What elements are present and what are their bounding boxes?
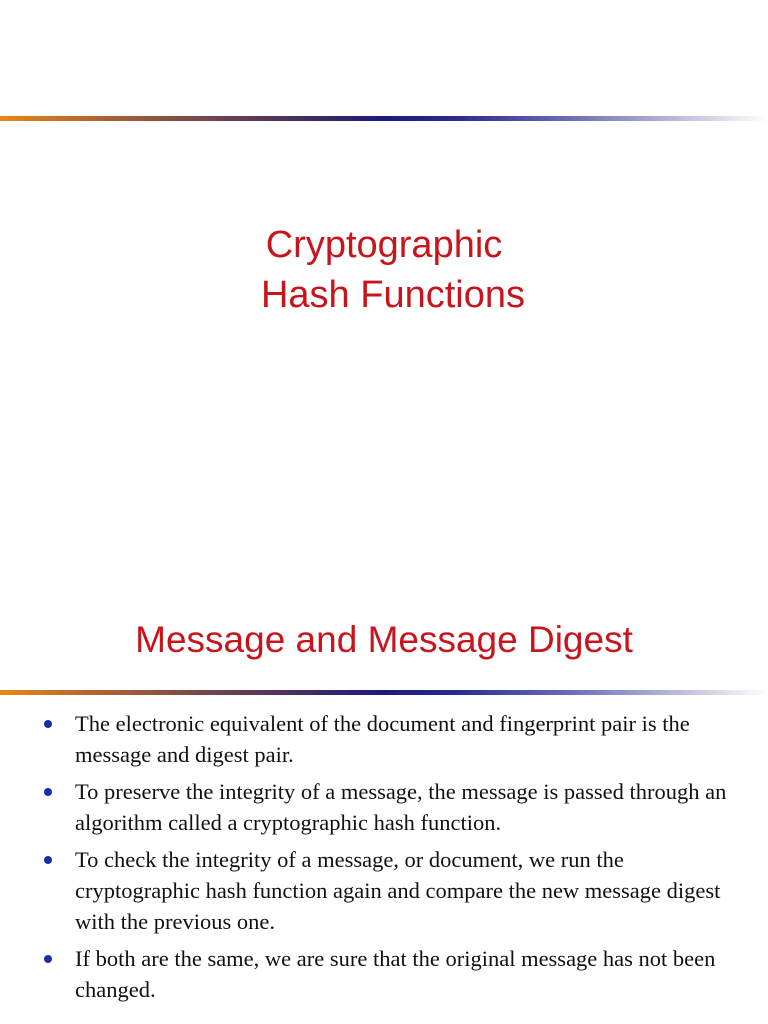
slide-title (0, 220, 768, 320)
bullet-item (44, 943, 744, 1005)
bullet-dot-icon (44, 788, 52, 796)
bullet-dot-icon (44, 856, 52, 864)
bullet-text: To check the integrity of a message, or document, we run the cryptographic hash function again and compare the new message digest with the previous one. (75, 847, 721, 934)
section-heading: Message and Message Digest (135, 619, 633, 660)
bullet-item (44, 708, 744, 770)
section-gradient-divider (0, 690, 768, 695)
bullet-text: If both are the same, we are sure that the original message has not been changed. (75, 946, 716, 1002)
bullet-item (44, 776, 744, 838)
bullet-item (44, 844, 744, 937)
bullet-text: To preserve the integrity of a message, the message is passed through an algorithm called a cryptographic hash function. (75, 779, 727, 835)
top-gradient-divider (0, 116, 768, 121)
bullet-list (44, 708, 744, 1011)
slide-title-line-2: Hash Functions (260, 274, 525, 316)
bullet-text: The electronic equivalent of the document and fingerprint pair is the message and digest pair. (75, 711, 690, 767)
bullet-dot-icon (44, 720, 52, 728)
bullet-dot-icon (44, 955, 52, 963)
slide-title-line-1: Cryptographic (265, 224, 503, 266)
